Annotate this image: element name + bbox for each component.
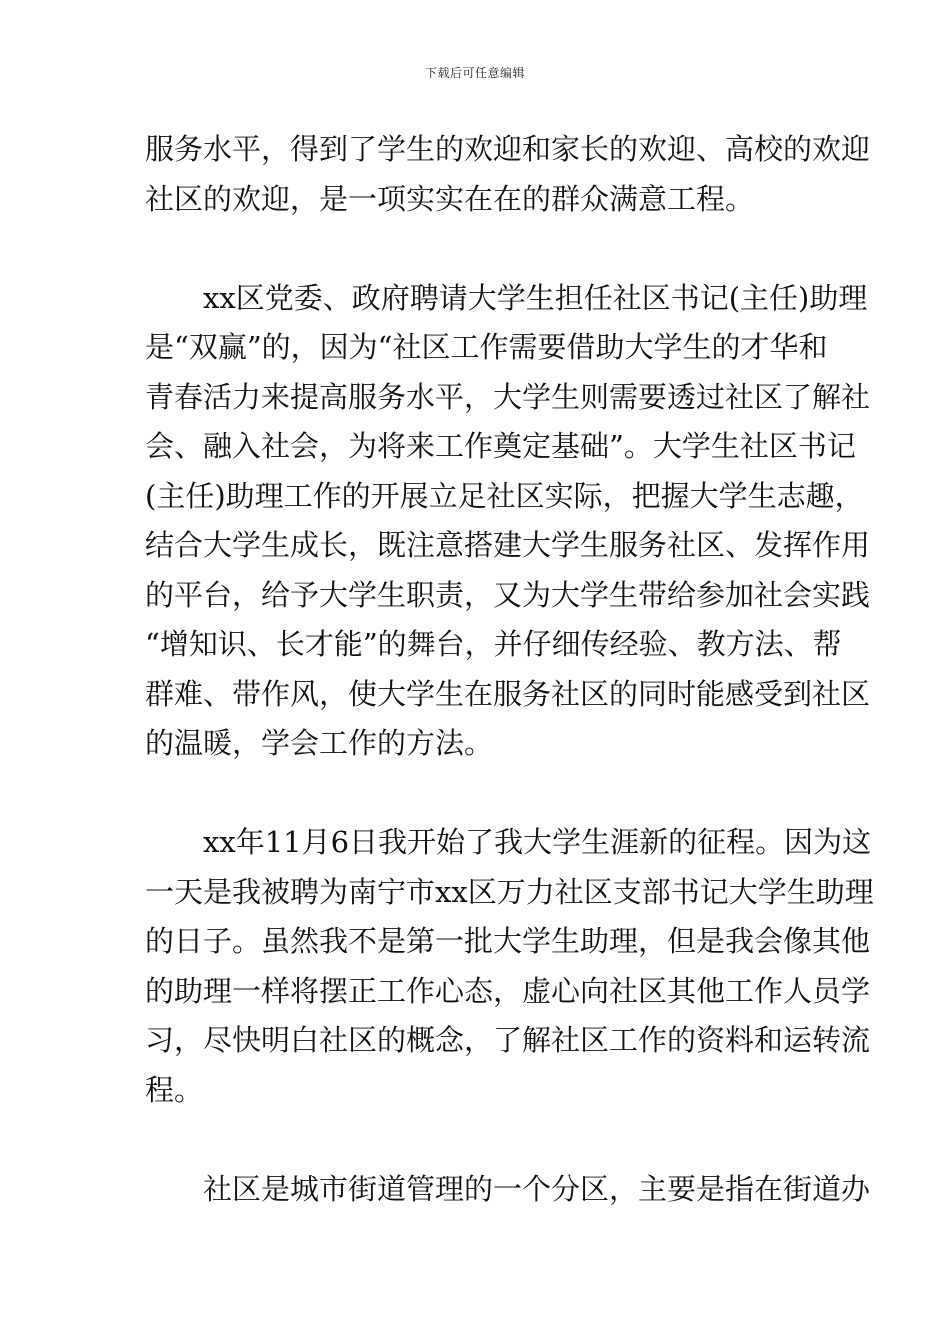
text-line: 的助理一样将摆正工作心态，虚心向社区其他工作人员学 [145, 973, 871, 1008]
text-line: 是“双赢”的，因为“社区工作需要借助大学生的才华和 [145, 330, 828, 364]
text-line: xx区党委、政府聘请大学生担任社区书记(主任)助理 [145, 280, 868, 315]
text-line: 结合大学生成长，既注意搭建大学生服务社区、发挥作用 [145, 528, 871, 562]
text-line: 青春活力来提高服务水平，大学生则需要透过社区了解社 [145, 379, 871, 414]
text-line: xx年11月6日我开始了我大学生涯新的征程。因为这 [145, 825, 872, 859]
paragraph-gap [145, 1115, 810, 1165]
document-body [145, 125, 874, 1214]
paragraph-gap [145, 224, 810, 274]
text-line: 的日子。虽然我不是第一批大学生助理，但是我会像其他 [145, 924, 871, 958]
text-line: 一天是我被聘为南宁市xx区万力社区支部书记大学生助理 [145, 874, 874, 909]
paragraph [145, 125, 871, 224]
text-line: 服务水平，得到了学生的欢迎和家长的欢迎、高校的欢迎 [145, 132, 871, 166]
paragraph-gap [145, 769, 810, 819]
text-line: “增知识、长才能”的舞台，并仔细传经验、教方法、帮 [145, 627, 842, 661]
page-header: 下载后可任意编辑 [424, 66, 525, 80]
paragraph [145, 274, 871, 769]
paragraph [145, 1165, 871, 1215]
text-line: 社区是城市街道管理的一个分区，主要是指在街道办 [145, 1171, 871, 1206]
paragraph [145, 818, 874, 1115]
text-line: 的温暖，学会工作的方法。 [145, 726, 494, 760]
text-line: 程。 [145, 1072, 204, 1107]
text-line: 的平台，给予大学生职责，又为大学生带给参加社会实践 [145, 577, 871, 612]
text-line: 习，尽快明白社区的概念，了解社区工作的资料和运转流 [145, 1023, 871, 1057]
text-line: 群难、带作风，使大学生在服务社区的同时能感受到社区 [145, 676, 871, 711]
text-line: 会、融入社会，为将来工作奠定基础”。大学生社区书记 [145, 429, 856, 463]
text-line: (主任)助理工作的开展立足社区实际，把握大学生志趣， [145, 478, 864, 513]
text-line: 社区的欢迎，是一项实实在在的群众满意工程。 [145, 181, 755, 216]
